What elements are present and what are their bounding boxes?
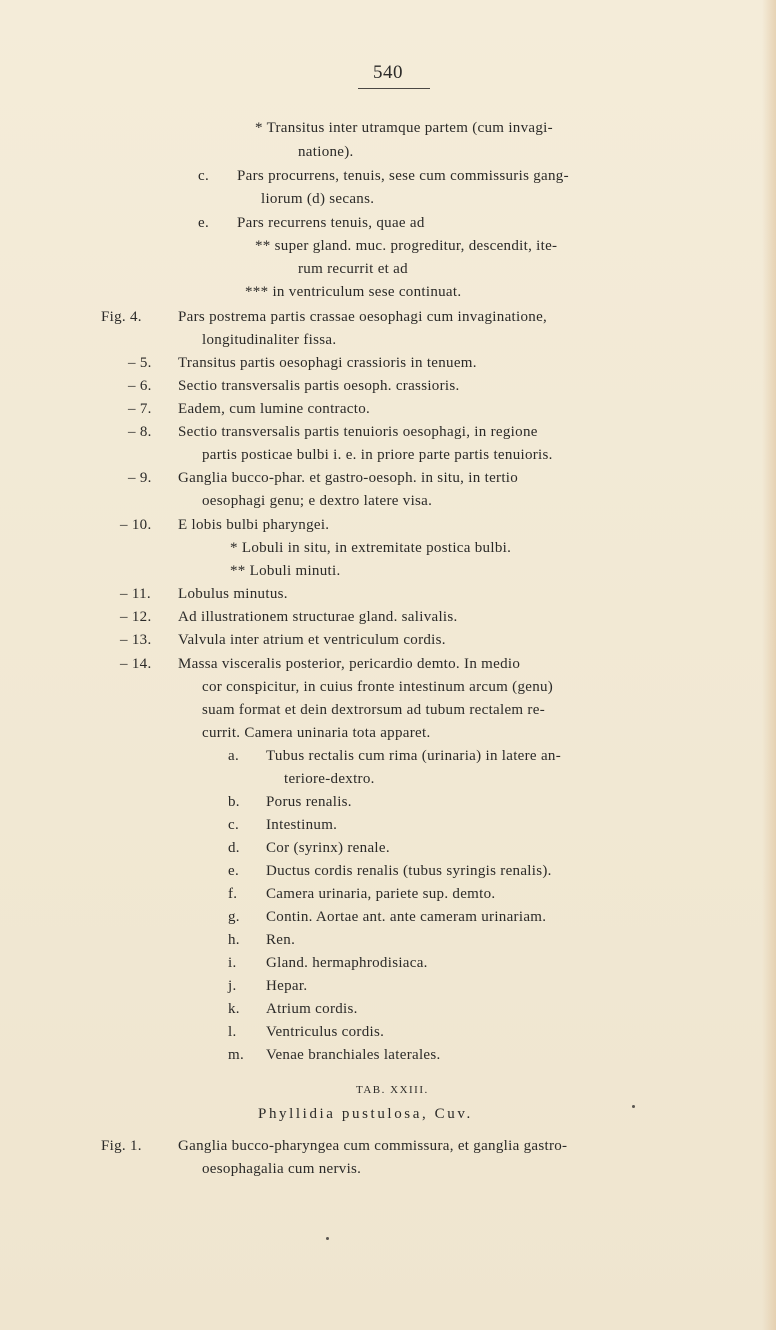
fig-9-line-1: Ganglia bucco-phar. et gastro-oesoph. in situ, in tertio [178,470,519,486]
fig-9-label: – 9. [128,470,152,486]
legend-text: Contin. Aortae ant. ante cameram urinariam. [266,909,547,925]
fig-4-label: Fig. 4. [101,309,142,325]
continuation-line-2: natione). [298,144,354,160]
item-e-line-4: *** in ventriculum sese continuat. [245,284,462,300]
fig-14-line-1: Massa visceralis posterior, pericardio demto. In medio [178,656,521,672]
fig-6-label: – 6. [128,378,152,394]
page-number-rule [358,88,430,89]
legend-text: Ventriculus cordis. [266,1024,385,1040]
legend-key: h. [228,932,240,948]
page-number: 540 [373,62,403,83]
fig-8-label: – 8. [128,424,152,440]
fig-12-text: Ad illustrationem structurae gland. salivalis. [178,609,458,625]
legend-key: a. [228,748,240,764]
legend-key: k. [228,1001,240,1017]
legend-key: g. [228,909,240,925]
plate-species: Phyllidia pustulosa, Cuv. [258,1106,473,1122]
fig-13-label: – 13. [120,632,152,648]
page-edge-shadow [762,0,776,1330]
fig-4-line-2: longitudinaliter fissa. [202,332,337,348]
item-label-e: e. [198,215,210,231]
item-e-line-1: Pars recurrens tenuis, quae ad [237,215,425,231]
fig-10-label: – 10. [120,517,152,533]
legend-text: Intestinum. [266,817,338,833]
fig-10-sub-1: * Lobuli in situ, in extremitate postica bulbi. [230,540,512,556]
item-c-line-2: liorum (d) secans. [261,191,375,207]
fig-9-line-2: oesophagi genu; e dextro latere visa. [202,493,433,509]
fig-6-text: Sectio transversalis partis oesoph. crassioris. [178,378,460,394]
fig-8-line-2: partis posticae bulbi i. e. in priore parte partis tenuioris. [202,447,553,463]
paper-speck [326,1237,329,1240]
fig-14-label: – 14. [120,656,152,672]
legend-key: f. [228,886,238,902]
legend-key: d. [228,840,240,856]
paper-speck [632,1105,635,1108]
plate-fig-1-line-1: Ganglia bucco-pharyngea cum commissura, et ganglia gastro- [178,1138,568,1154]
fig-13-text: Valvula inter atrium et ventriculum cordis. [178,632,446,648]
legend-key: j. [228,978,237,994]
legend-key: l. [228,1024,237,1040]
fig-11-label: – 11. [120,586,151,602]
legend-text: Ren. [266,932,296,948]
legend-key: e. [228,863,240,879]
legend-text: Venae branchiales laterales. [266,1047,441,1063]
legend-key: b. [228,794,240,810]
legend-text: Hepar. [266,978,308,994]
legend-key: m. [228,1047,245,1063]
fig-7-label: – 7. [128,401,152,417]
fig-12-label: – 12. [120,609,152,625]
legend-text: Porus renalis. [266,794,352,810]
fig-10-sub-2: ** Lobuli minuti. [230,563,341,579]
item-e-line-2: ** super gland. muc. progreditur, descendit, ite- [255,238,558,254]
fig-5-text: Transitus partis oesophagi crassioris in tenuem. [178,355,477,371]
plate-heading: TAB. XXIII. [356,1084,429,1096]
legend-text: Cor (syrinx) renale. [266,840,390,856]
legend-text: Atrium cordis. [266,1001,358,1017]
fig-14-line-2: cor conspicitur, in cuius fronte intestinum arcum (genu) [202,679,554,695]
legend-text: Tubus rectalis cum rima (urinaria) in latere an- [266,748,561,764]
fig-7-text: Eadem, cum lumine contracto. [178,401,371,417]
legend-key: c. [228,817,240,833]
fig-10-text: E lobis bulbi pharyngei. [178,517,330,533]
item-label-c: c. [198,168,210,184]
fig-14-line-3: suam format et dein dextrorsum ad tubum rectalem re- [202,702,545,718]
fig-11-text: Lobulus minutus. [178,586,288,602]
fig-4-line-1: Pars postrema partis crassae oesophagi cum invaginatione, [178,309,548,325]
continuation-line-1: * Transitus inter utramque partem (cum invagi- [255,120,553,136]
plate-fig-1-line-2: oesophagalia cum nervis. [202,1161,362,1177]
legend-text: Camera urinaria, pariete sup. demto. [266,886,496,902]
legend-text: Gland. hermaphrodisiaca. [266,955,428,971]
legend-text: Ductus cordis renalis (tubus syringis renalis). [266,863,552,879]
fig-5-label: – 5. [128,355,152,371]
fig-14-line-4: currit. Camera uninaria tota apparet. [202,725,431,741]
item-e-line-3: rum recurrit et ad [298,261,408,277]
fig-8-line-1: Sectio transversalis partis tenuioris oesophagi, in regione [178,424,538,440]
plate-fig-1-label: Fig. 1. [101,1138,142,1154]
legend-key: i. [228,955,237,971]
item-c-line-1: Pars procurrens, tenuis, sese cum commissuris gang- [237,168,569,184]
legend-text: teriore-dextro. [284,771,375,787]
